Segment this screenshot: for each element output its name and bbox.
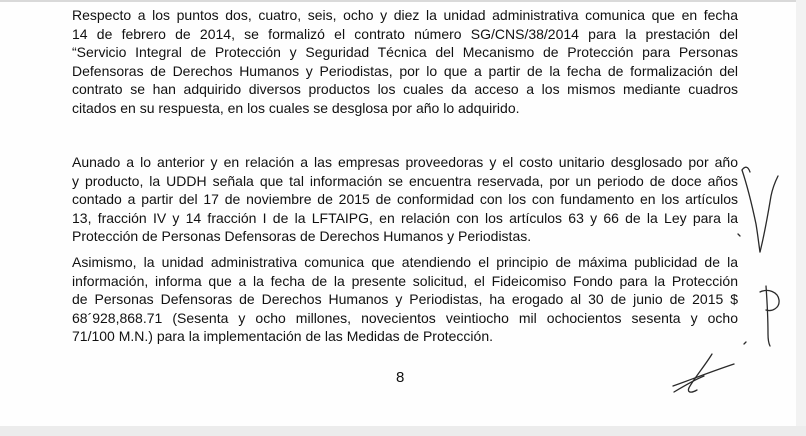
text-line: 13, fracción IV y 14 fracción I de la LFTAIPG, en relación con los artículos 63 y 66 de la Ley para la — [72, 209, 738, 226]
text-line: información, informa que a la fecha de la presente solicitud, el Fideicomiso Fondo para la Protección — [72, 272, 738, 289]
paragraph-reserved-information — [72, 153, 738, 246]
text-line: “Servicio Integral de Protección y Seguridad Técnica del Mecanismo de Protección para Personas — [72, 44, 738, 61]
text-line: de Personas Defensoras de Derechos Humanos y Periodistas, ha erogado al 30 de junio de 2015 $ — [72, 291, 738, 308]
page-number: 8 — [396, 369, 405, 386]
text-line: y producto, la UDDH señala que tal información se encuentra reservada, por un periodo de doce años — [72, 172, 738, 189]
text-line: Defensoras de Derechos Humanos y Periodistas, por lo que a partir de la fecha de formalización del — [72, 62, 738, 79]
scan-edge-bottom — [0, 426, 806, 436]
text-line: contado a partir del 17 de noviembre de 2015 de conformidad con los con fundamento en los artículos — [72, 191, 738, 208]
paragraph-expenditure — [72, 253, 738, 346]
text-line: citados en su respuesta, en los cuales se desglosa por año lo adquirido. — [72, 99, 520, 116]
text-line: 14 de febrero de 2014, se formalizó el contrato número SG/CNS/38/2014 para la prestación del — [72, 25, 738, 42]
text-line: Respecto a los puntos dos, cuatro, seis, ocho y diez la unidad administrativa comunica que en fecha — [72, 7, 738, 23]
text-line: Aunado a lo anterior y en relación a las empresas proveedoras y el costo unitario desglosado por año — [72, 154, 738, 170]
paragraph-contract — [72, 6, 738, 118]
scan-edge-top — [0, 0, 806, 2]
text-line: 68´928,868.71 (Sesenta y ocho millones, novecientos veintiocho mil ochocientos sesenta y ocho — [72, 309, 738, 326]
text-line: Protección de Personas Defensoras de Derechos Humanos y Periodistas. — [72, 228, 532, 245]
text-line: Asimismo, la unidad administrativa comunica que atendiendo el principio de máxima publicidad de la — [72, 254, 738, 270]
scan-edge-right — [796, 0, 806, 426]
text-line: 71/100 M.N.) para la implementación de las Medidas de Protección. — [72, 328, 493, 345]
text-line: contrato se han adquirido diversos productos los cuales da acceso a los mismos mediante cuadros — [72, 81, 738, 98]
